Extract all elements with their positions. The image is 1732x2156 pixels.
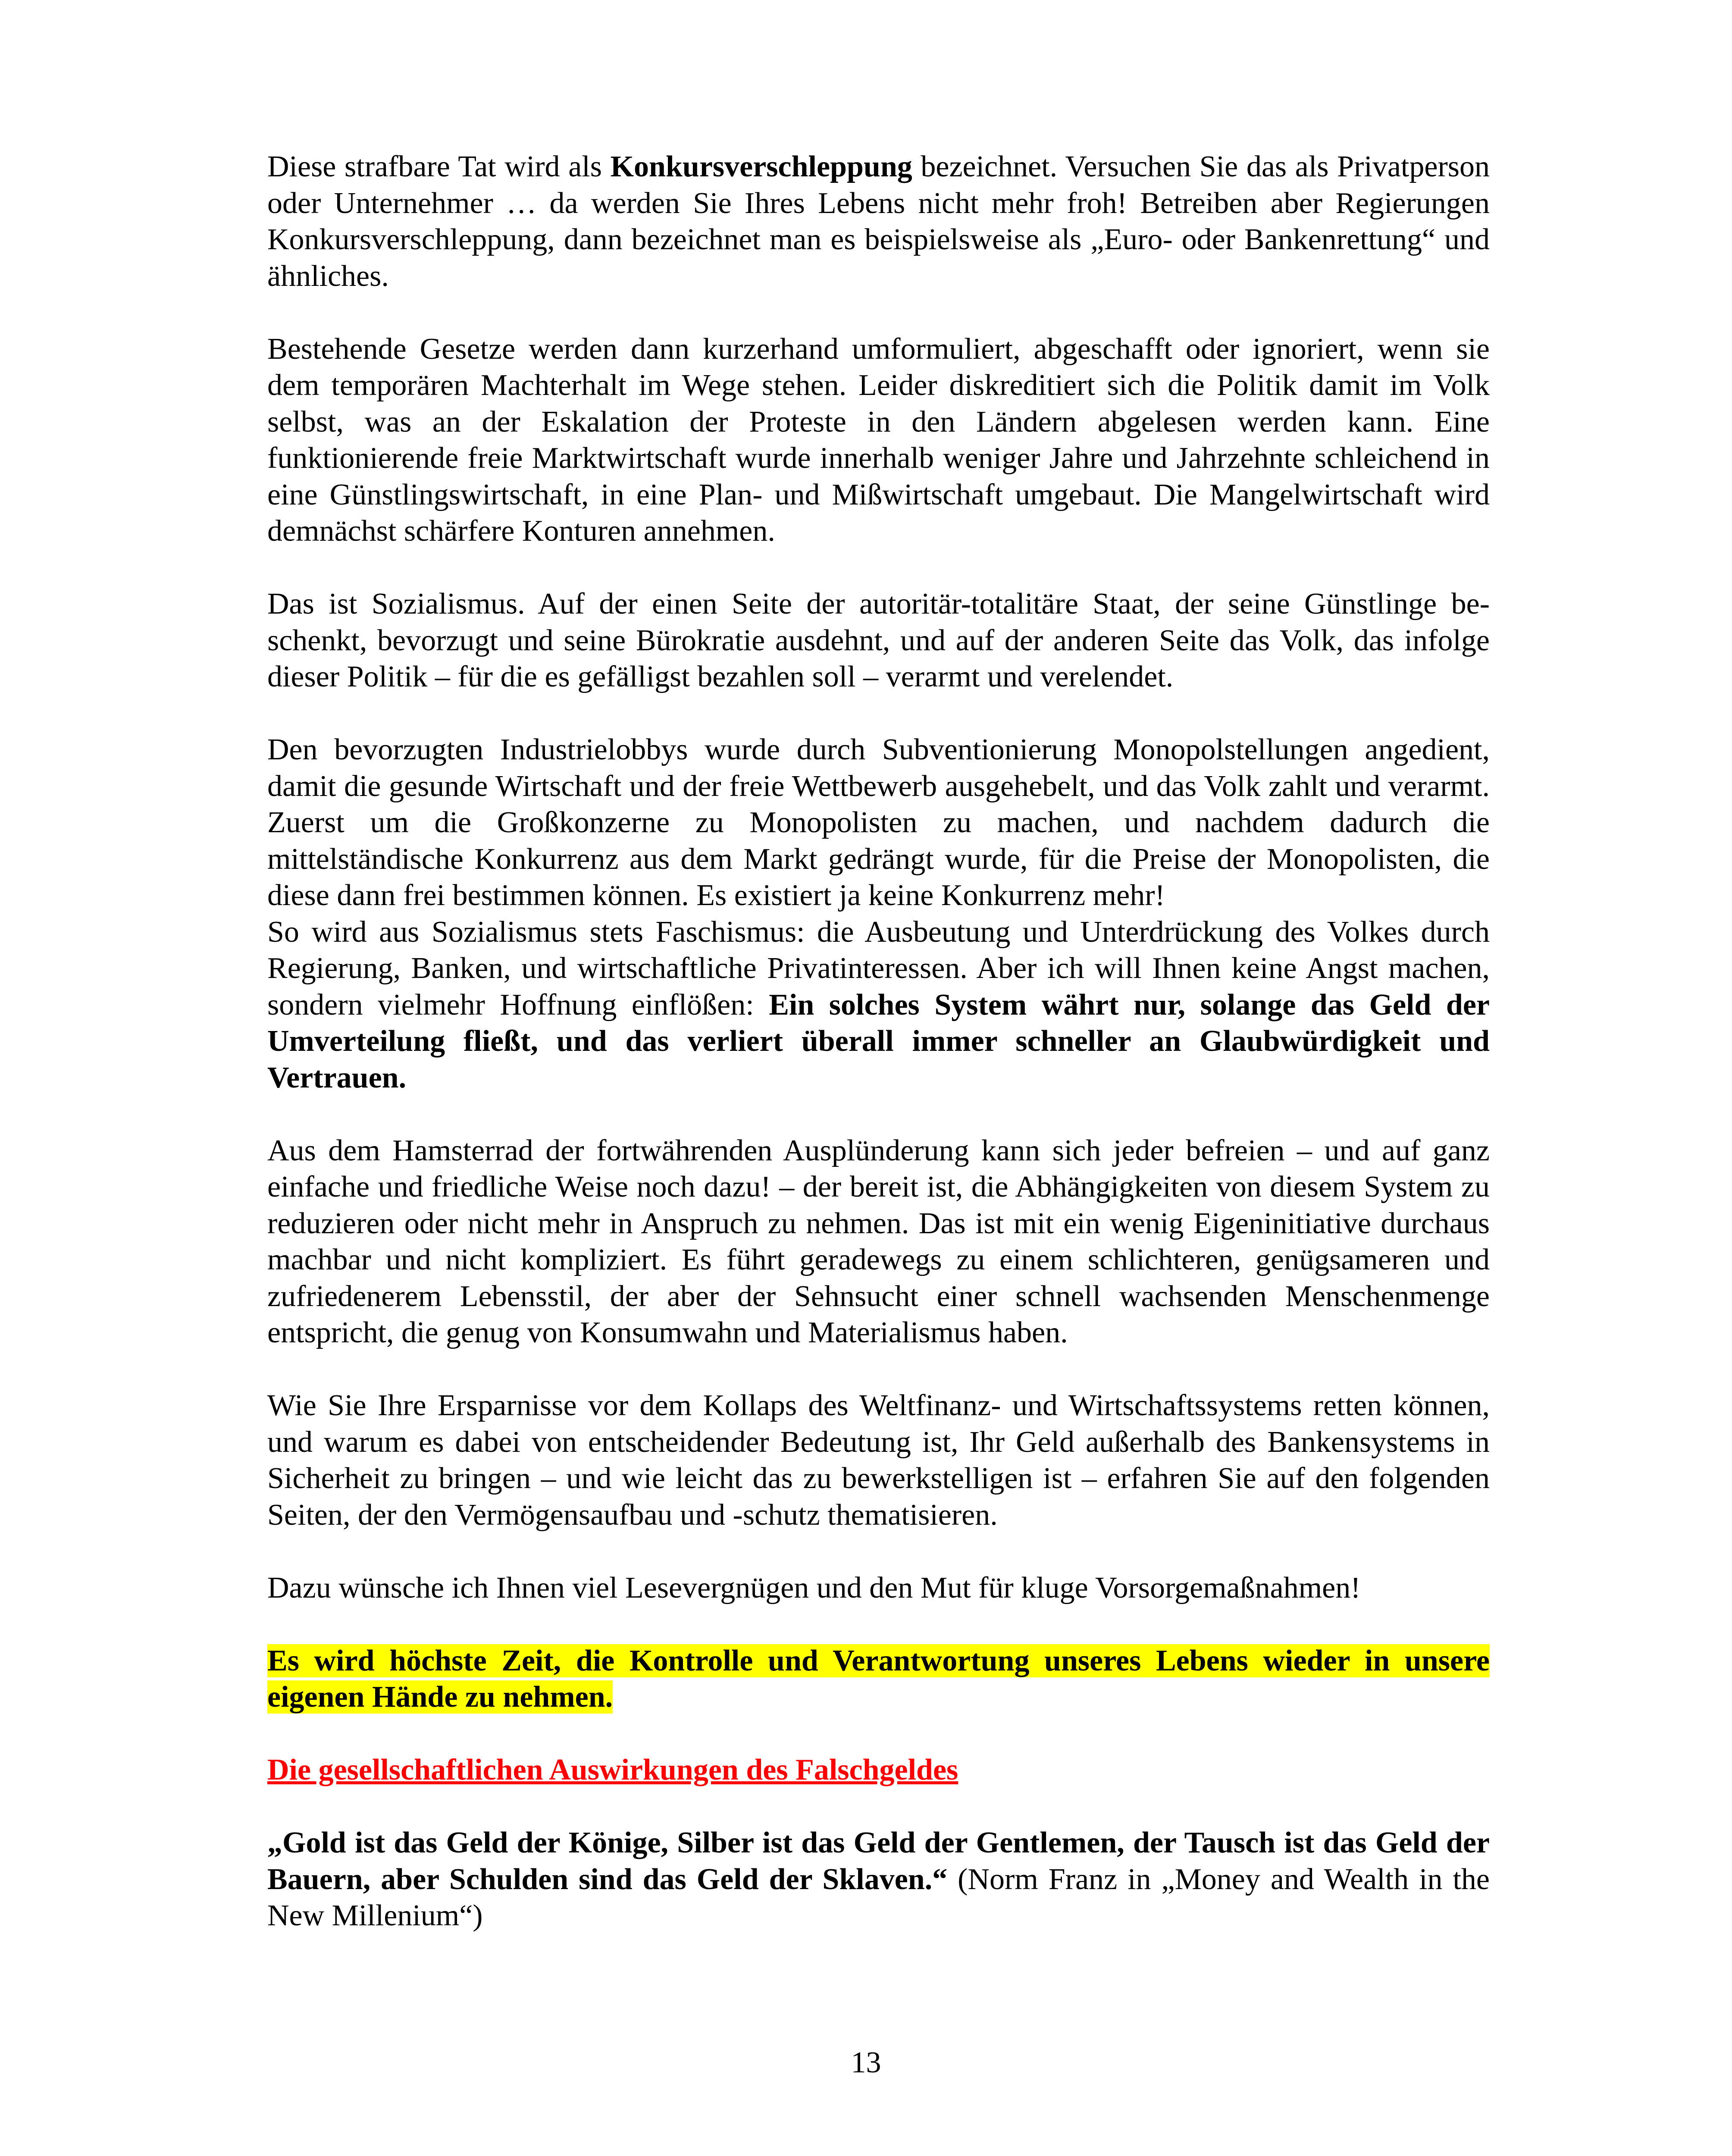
paragraph-lesevergnuegen: Dazu wünsche ich Ihnen viel Lesevergnügen und den Mut für kluge Vorsorgemaßnahmen! bbox=[267, 1571, 1361, 1604]
paragraph-hamsterrad: Aus dem Hamsterrad der fortwährenden Ausplünderung kann sich jeder befreien – und auf ganz einfache und friedliche Weise noch dazu! – der bereit ist, die Abhängigkeiten von diesem System zu reduzieren oder nicht mehr in Anspruch zu nehmen. Das ist mit ein wenig Eigeninitiative durchaus machbar und nicht kompliziert. Es führt geradewegs zu einem schlichteren, genügsameren und zufriedenerem Lebensstil, der aber der Sehnsucht einer schnell wachsenden Menschenmenge entspricht, die genug von Konsumwahn und Materialismus haben. bbox=[267, 1134, 1490, 1349]
paragraph-faschismus bbox=[267, 914, 1490, 1097]
quote-text: „Gold ist das Geld der Könige, Silber ist das Geld der Gentlemen, der Tausch ist das Geld der Bauern, aber Schulden sind das Geld der Sklaven.“ bbox=[267, 1826, 1490, 1896]
paragraph-konkursverschleppung bbox=[267, 149, 1490, 295]
paragraph-text: Diese strafbare Tat wird als bbox=[267, 150, 611, 183]
section-heading-text: Die gesellschaftlichen Auswirkungen des Falschgeldes bbox=[267, 1753, 958, 1786]
paragraph-text: So wird aus Sozialismus stets Faschismus: die Ausbeutung und Unterdrückung des Volkes durch Regierung, Banken, und wirtschaftliche Privatinteressen. Aber ich will Ihnen keine Angst machen, sondern vielmehr Hoffnung einflößen: bbox=[267, 915, 1490, 1022]
quote-paragraph bbox=[267, 1825, 1490, 1934]
highlighted-statement: Es wird höchste Zeit, die Kontrolle und Verantwortung unseres Lebens wieder in unsere eigenen Hände zu nehmen. bbox=[267, 1644, 1490, 1714]
page-number: 13 bbox=[851, 2046, 881, 2079]
paragraph-industrielobbys: Den bevorzugten Industrielobbys wurde durch Subventionierung Monopolstellungen angedient, damit die gesunde Wirtschaft und der freie Wettbewerb ausgehebelt, und das Volk zahlt und verarmt. Zuerst um die Großkonzerne zu Monopolisten zu machen, und nachdem dadurch die mittelständische Konkurrenz aus dem Markt gedrängt wurde, für die Preise der Monopolisten, die diese dann frei bestimmen können. Es existiert ja keine Konkurrenz mehr! bbox=[267, 733, 1490, 912]
paragraph-sozialismus: Das ist Sozialismus. Auf der einen Seite der autoritär-totalitäre Staat, der seine Günstlinge beschenkt, bevorzugt und seine Bürokratie ausdehnt, und auf der anderen Seite das Volk, das infolge dieser Politik – für die es gefälligst bezahlen soll – verarmt und verelendet. bbox=[267, 587, 1490, 693]
bold-term: Konkursverschleppung bbox=[610, 150, 912, 183]
paragraph-ersparnisse: Wie Sie Ihre Ersparnisse vor dem Kollaps des Weltfinanz- und Wirtschaftssystems retten können, und warum es dabei von entscheidender Bedeutung ist, Ihr Geld außerhalb des Bankensystems in Sicherheit zu bringen – und wie leicht das zu bewerkstelligen ist – erfahren Sie auf den folgenden Seiten, der den Vermögensaufbau und -schutz thematisieren. bbox=[267, 1389, 1490, 1532]
paragraph-gesetze: Bestehende Gesetze werden dann kurzerhand umformuliert, abgeschafft oder ignoriert, wenn sie dem temporären Machterhalt im Wege stehen. Leider diskreditiert sich die Politik damit im Volk selbst, was an der Eskalation der Proteste in den Ländern abgelesen werden kann. Eine funktionierende freie Marktwirtschaft wurde innerhalb weniger Jahre und Jahrzehnte schleichend in eine Günstlingswirtschaft, in eine Plan- und Mißwirtschaft umgebaut. Die Mangelwirtschaft wird demnächst schärfere Konturen annehmen. bbox=[267, 332, 1490, 548]
paragraph-highlighted bbox=[267, 1643, 1490, 1716]
bold-statement: Ein solches System währt nur, solange das Geld der Umverteilung fließt, und das verliert überall immer schneller an Glaubwürdigkeit und Vertrauen. bbox=[267, 988, 1490, 1094]
section-heading bbox=[267, 1752, 1490, 1789]
body-text bbox=[267, 149, 1490, 1934]
paragraph-text: bezeichnet. Versuchen Sie das als Privatperson oder Unternehmer … da werden Sie Ihres Lebens nicht mehr froh! Betreiben aber Regierungen Konkursverschleppung, dann bezeichnet man es beispielsweise als „Euro- oder Bankenrettung“ und ähnliches. bbox=[267, 150, 1490, 293]
quote-attribution: (Norm Franz in „Money and Wealth in the New Millenium“) bbox=[267, 1862, 1490, 1932]
